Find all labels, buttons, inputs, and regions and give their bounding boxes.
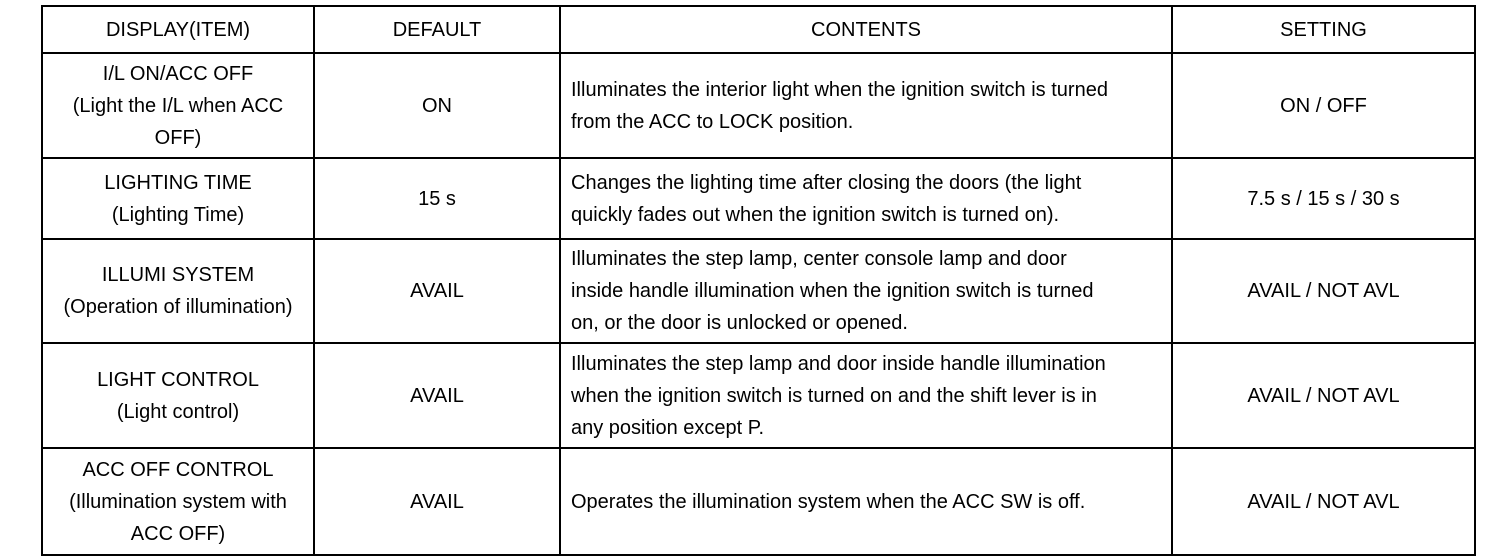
item-line: (Light the I/L when ACC	[72, 94, 284, 117]
item-line: LIGHT CONTROL	[97, 368, 259, 391]
cell-default: 15 s	[314, 158, 560, 239]
cell-setting: AVAIL / NOT AVL	[1172, 448, 1475, 555]
table-row	[42, 448, 1475, 555]
cell-default: AVAIL	[314, 343, 560, 448]
contents-line: from the ACC to LOCK position.	[571, 110, 854, 133]
contents-line: Changes the lighting time after closing the doors (the light	[571, 171, 1082, 194]
cell-default: AVAIL	[314, 448, 560, 555]
contents-line: quickly fades out when the ignition switch is turned on).	[571, 203, 1060, 226]
contents-line: Illuminates the step lamp, center console lamp and door	[571, 248, 1067, 270]
settings-table	[41, 5, 1476, 556]
cell-setting: AVAIL / NOT AVL	[1172, 343, 1475, 448]
cell-contents	[560, 343, 1172, 448]
table-row	[42, 343, 1475, 448]
contents-line: any position except P.	[571, 416, 765, 439]
item-line: ACC OFF)	[130, 522, 226, 545]
table-row	[42, 158, 1475, 239]
cell-setting: 7.5 s / 15 s / 30 s	[1172, 158, 1475, 239]
item-line: I/L ON/ACC OFF	[102, 62, 254, 85]
item-line: (Light control)	[116, 400, 240, 423]
item-line: OFF)	[154, 126, 202, 149]
cell-display-item	[42, 448, 314, 555]
item-line: LIGHTING TIME	[104, 171, 252, 194]
table-row	[42, 239, 1475, 343]
cell-setting: ON / OFF	[1172, 53, 1475, 158]
cell-display-item	[42, 158, 314, 239]
contents-line: Illuminates the interior light when the ignition switch is turned	[571, 78, 1108, 101]
cell-display-item	[42, 53, 314, 158]
cell-contents	[560, 158, 1172, 239]
contents-line: inside handle illumination when the ignition switch is turned	[571, 280, 1094, 302]
item-line: ACC OFF CONTROL	[82, 458, 274, 481]
cell-default: ON	[314, 53, 560, 158]
cell-display-item	[42, 239, 314, 343]
cell-setting: AVAIL / NOT AVL	[1172, 239, 1475, 343]
cell-default: AVAIL	[314, 239, 560, 343]
cell-contents	[560, 239, 1172, 343]
header-setting: SETTING	[1172, 6, 1475, 53]
item-line: (Lighting Time)	[111, 203, 245, 226]
contents-line: Illuminates the step lamp and door inside handle illumination	[571, 352, 1106, 375]
item-line: (Operation of illumination)	[63, 296, 293, 318]
contents-line: Operates the illumination system when the ACC SW is off.	[571, 490, 1086, 513]
cell-contents	[560, 53, 1172, 158]
header-contents: CONTENTS	[560, 6, 1172, 53]
contents-line: when the ignition switch is turned on and the shift lever is in	[571, 384, 1097, 407]
cell-contents	[560, 448, 1172, 555]
table-header-row	[42, 6, 1475, 53]
item-line: (Illumination system with	[69, 490, 287, 513]
header-default: DEFAULT	[314, 6, 560, 53]
table-row	[42, 53, 1475, 158]
contents-line: on, or the door is unlocked or opened.	[571, 312, 908, 334]
item-line: ILLUMI SYSTEM	[101, 264, 255, 286]
header-display-item: DISPLAY(ITEM)	[42, 6, 314, 53]
cell-display-item	[42, 343, 314, 448]
